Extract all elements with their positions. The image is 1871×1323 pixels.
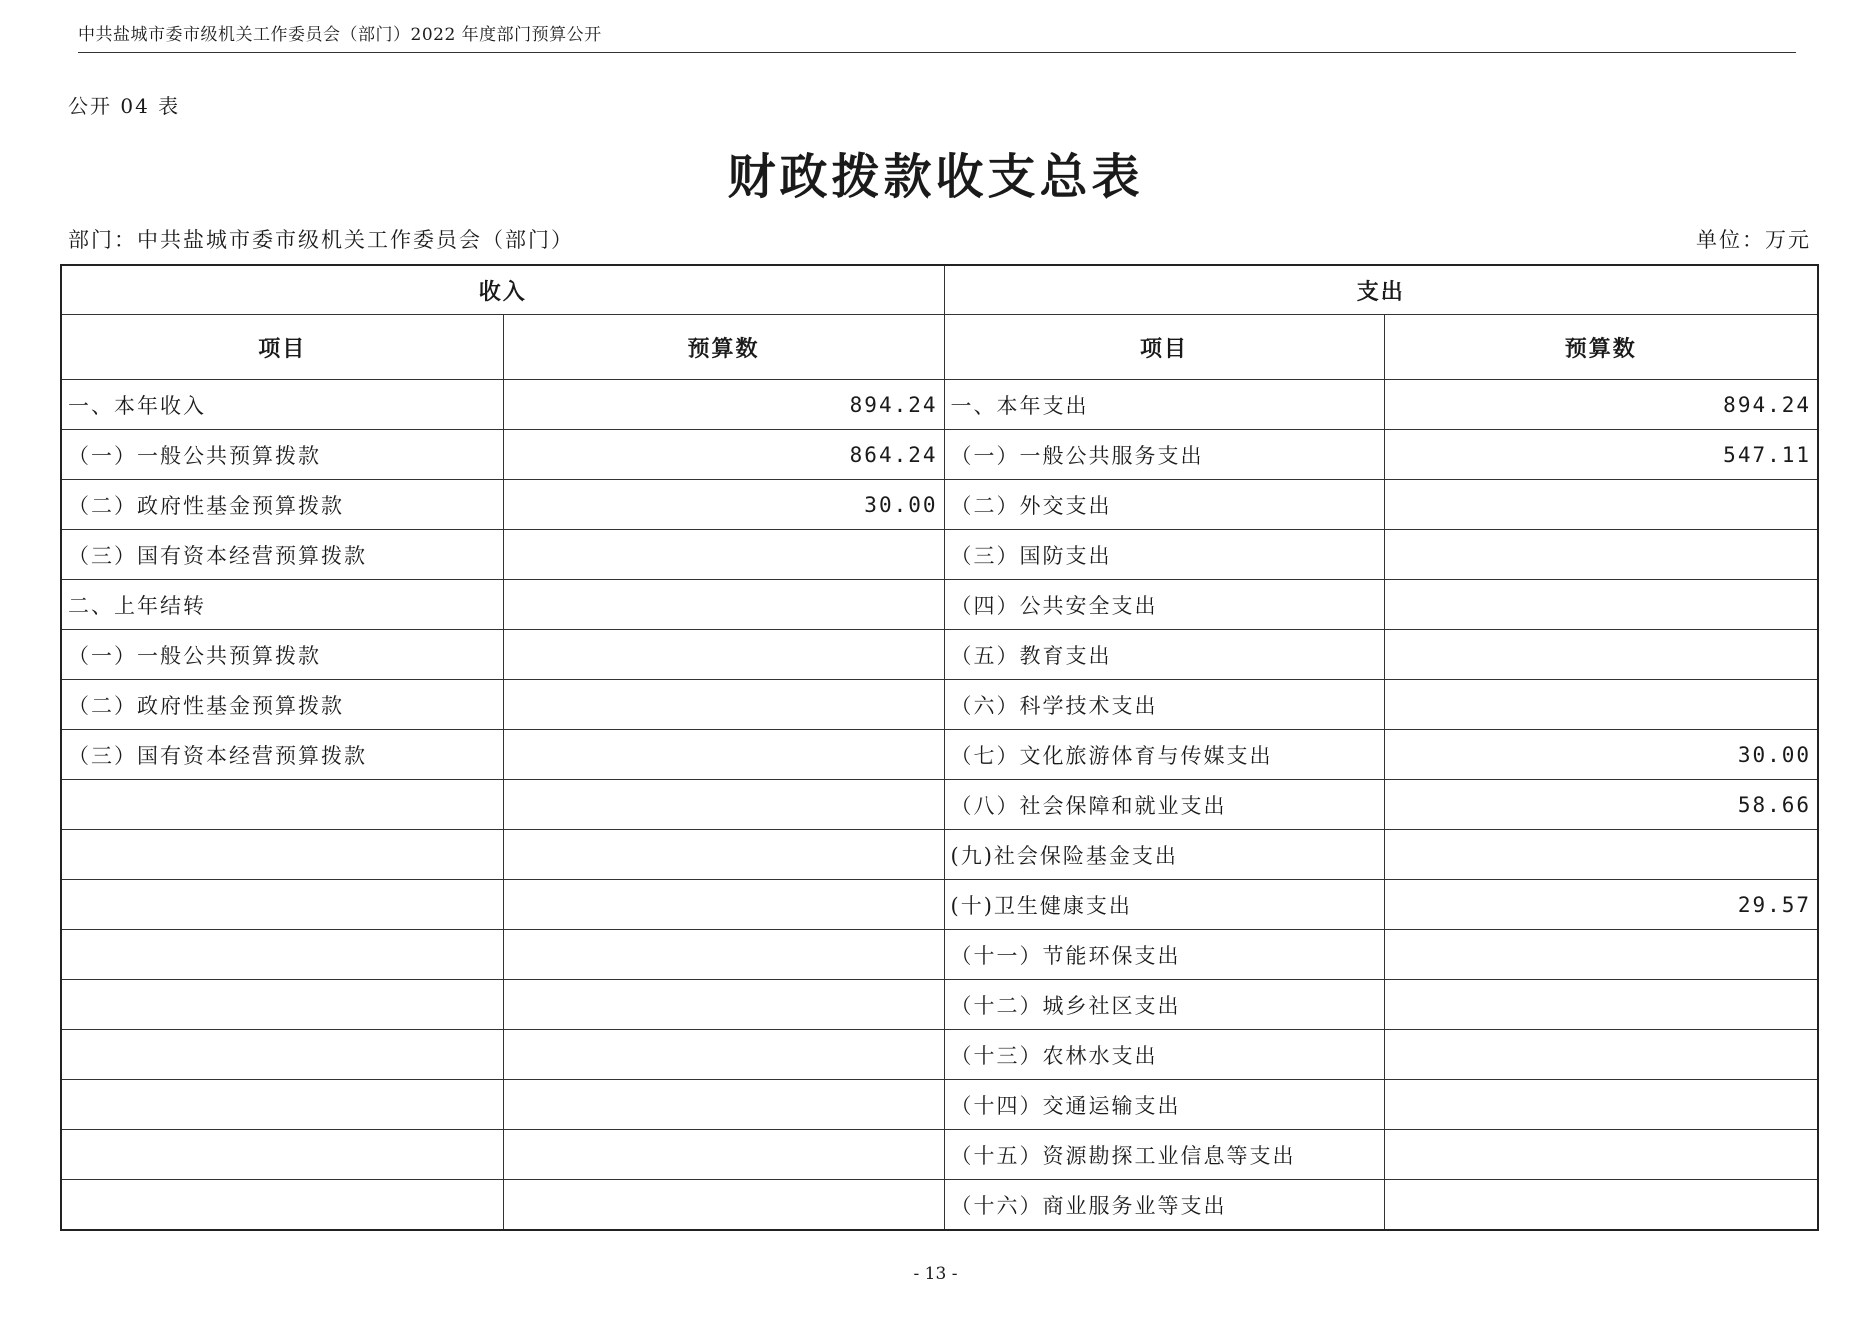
income-item-cell: 二、上年结转	[61, 580, 503, 630]
expense-item-cell: （六）科学技术支出	[944, 680, 1384, 730]
expense-item-column-header: 项目	[944, 315, 1384, 380]
income-budget-cell	[503, 780, 944, 830]
income-item-cell	[61, 880, 503, 930]
table-row	[61, 680, 1818, 730]
table-row	[61, 880, 1818, 930]
income-budget-cell	[503, 630, 944, 680]
income-budget-cell	[503, 1030, 944, 1080]
income-item-cell	[61, 1130, 503, 1180]
running-header: 中共盐城市委市级机关工作委员会（部门）2022 年度部门预算公开	[78, 25, 602, 45]
income-budget-cell	[503, 580, 944, 630]
income-item-cell: （二）政府性基金预算拨款	[61, 680, 503, 730]
table-row	[61, 930, 1818, 980]
expense-budget-cell	[1384, 580, 1818, 630]
expense-item-cell: 一、本年支出	[944, 380, 1384, 430]
expense-budget-cell: 30.00	[1384, 730, 1818, 780]
expense-budget-cell	[1384, 1180, 1818, 1231]
income-budget-cell	[503, 1180, 944, 1231]
expense-budget-cell	[1384, 930, 1818, 980]
income-item-cell	[61, 930, 503, 980]
income-budget-cell	[503, 1130, 944, 1180]
table-row	[61, 980, 1818, 1030]
expense-item-cell: （三）国防支出	[944, 530, 1384, 580]
expense-budget-cell	[1384, 1080, 1818, 1130]
table-row	[61, 380, 1818, 430]
table-code: 公开 04 表	[68, 94, 181, 118]
income-header: 收入	[61, 265, 944, 315]
expense-budget-cell	[1384, 530, 1818, 580]
income-budget-column-header: 预算数	[503, 315, 944, 380]
expense-budget-cell	[1384, 480, 1818, 530]
header-divider	[78, 52, 1796, 53]
income-budget-cell: 30.00	[503, 480, 944, 530]
page-number: - 13 -	[913, 1264, 958, 1284]
income-item-cell: 一、本年收入	[61, 380, 503, 430]
income-budget-cell	[503, 880, 944, 930]
income-item-cell	[61, 980, 503, 1030]
budget-table	[60, 264, 1819, 1231]
income-item-cell	[61, 830, 503, 880]
expense-budget-cell	[1384, 1030, 1818, 1080]
expense-budget-cell	[1384, 1130, 1818, 1180]
table-row	[61, 530, 1818, 580]
table-row	[61, 730, 1818, 780]
income-budget-cell	[503, 1080, 944, 1130]
income-item-cell	[61, 1180, 503, 1231]
expense-item-cell: （十四）交通运输支出	[944, 1080, 1384, 1130]
income-item-cell: （三）国有资本经营预算拨款	[61, 730, 503, 780]
expense-item-cell: （二）外交支出	[944, 480, 1384, 530]
income-budget-cell: 894.24	[503, 380, 944, 430]
income-budget-cell	[503, 930, 944, 980]
income-item-cell: （一）一般公共预算拨款	[61, 630, 503, 680]
income-item-cell: （二）政府性基金预算拨款	[61, 480, 503, 530]
expense-budget-cell: 29.57	[1384, 880, 1818, 930]
expense-item-cell: （五）教育支出	[944, 630, 1384, 680]
table-row	[61, 1180, 1818, 1231]
expense-item-cell: （十二）城乡社区支出	[944, 980, 1384, 1030]
table-group-header-row	[61, 265, 1818, 315]
income-budget-cell	[503, 730, 944, 780]
unit-label: 单位：万元	[1696, 228, 1811, 252]
table-row	[61, 630, 1818, 680]
department-label: 部门：中共盐城市委市级机关工作委员会（部门）	[68, 228, 574, 252]
table-row	[61, 430, 1818, 480]
expense-budget-cell: 58.66	[1384, 780, 1818, 830]
income-item-cell	[61, 780, 503, 830]
income-budget-cell: 864.24	[503, 430, 944, 480]
income-budget-cell	[503, 830, 944, 880]
expense-item-cell: （十三）农林水支出	[944, 1030, 1384, 1080]
expense-item-cell: （八）社会保障和就业支出	[944, 780, 1384, 830]
table-row	[61, 580, 1818, 630]
income-budget-cell	[503, 980, 944, 1030]
income-item-cell: （三）国有资本经营预算拨款	[61, 530, 503, 580]
income-item-cell	[61, 1080, 503, 1130]
income-budget-cell	[503, 680, 944, 730]
expense-item-cell: （十一）节能环保支出	[944, 930, 1384, 980]
income-item-cell: （一）一般公共预算拨款	[61, 430, 503, 480]
expense-item-cell: （十六）商业服务业等支出	[944, 1180, 1384, 1231]
expense-budget-column-header: 预算数	[1384, 315, 1818, 380]
income-item-column-header: 项目	[61, 315, 503, 380]
table-row	[61, 780, 1818, 830]
table-row	[61, 480, 1818, 530]
expense-item-cell: （七）文化旅游体育与传媒支出	[944, 730, 1384, 780]
expense-item-cell: (十)卫生健康支出	[944, 880, 1384, 930]
table-row	[61, 830, 1818, 880]
table-row	[61, 1080, 1818, 1130]
table-row	[61, 1030, 1818, 1080]
expense-item-cell: （四）公共安全支出	[944, 580, 1384, 630]
expense-budget-cell: 547.11	[1384, 430, 1818, 480]
table-row	[61, 1130, 1818, 1180]
expense-item-cell: （十五）资源勘探工业信息等支出	[944, 1130, 1384, 1180]
budget-table-body	[61, 380, 1818, 1231]
expense-item-cell: (九)社会保险基金支出	[944, 830, 1384, 880]
expense-budget-cell	[1384, 980, 1818, 1030]
page-title: 财政拨款收支总表	[727, 149, 1144, 205]
expense-budget-cell	[1384, 830, 1818, 880]
expense-item-cell: （一）一般公共服务支出	[944, 430, 1384, 480]
expense-budget-cell: 894.24	[1384, 380, 1818, 430]
income-budget-cell	[503, 530, 944, 580]
income-item-cell	[61, 1030, 503, 1080]
expense-budget-cell	[1384, 680, 1818, 730]
table-column-header-row	[61, 315, 1818, 380]
expense-budget-cell	[1384, 630, 1818, 680]
expense-header: 支出	[944, 265, 1818, 315]
